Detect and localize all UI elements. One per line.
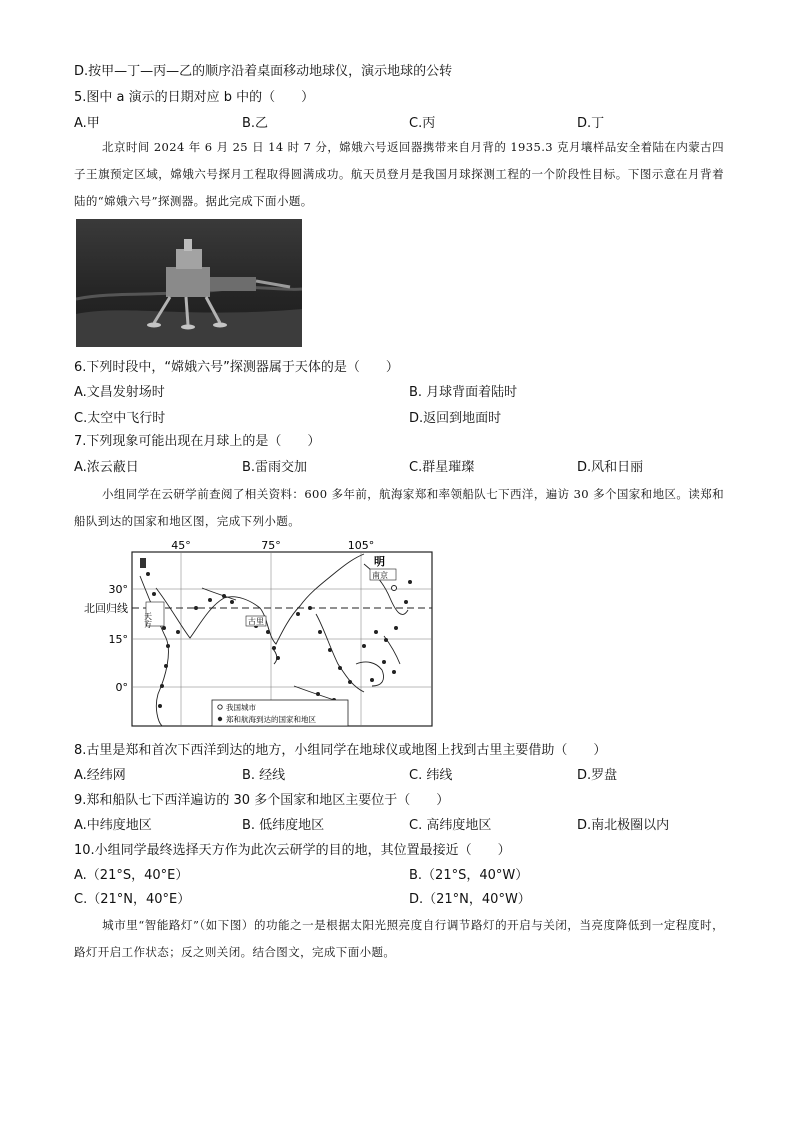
- q10-stem: 10.小组同学最终选择天方作为此次云研学的目的地，其位置最接近（ ）: [74, 843, 511, 858]
- lon-label-45: 45°: [171, 539, 191, 552]
- q8-option-a: A.经纬网: [74, 768, 126, 783]
- passage-smart-streetlight-text: 城市里“智能路灯”（如下图）的功能之一是根据太阳光照亮度自行调节路灯的开启与关闭，当亮度降低到一定程度时，路灯开启工作状态；反之则关闭。结合图文，完成下面小题。: [74, 918, 724, 959]
- passage-zheng-he-text: 小组同学在云研学前查阅了相关资料：600 多年前，航海家郑和率领船队七下西洋，遍访 30 多个国家和地区。读郑和船队到达的国家和地区图，完成下列小题。: [74, 487, 724, 528]
- q5-stem: 5.图中 a 演示的日期对应 b 中的（ ）: [74, 90, 315, 105]
- q10-option-d: D.（21°N，40°W）: [409, 892, 531, 907]
- q9-option-d: D.南北极圈以内: [577, 818, 670, 833]
- passage-chang-e: [74, 134, 724, 215]
- zheng-he-voyage-map: [84, 536, 444, 728]
- place-label-tianfang: 天方: [143, 612, 153, 628]
- q7-option-d: D.风和日丽: [577, 460, 644, 475]
- q6-stem: 6.下列时段中，“嫦娥六号”探测器属于天体的是（ ）: [74, 360, 399, 375]
- legend-chinese-city: 我国城市: [226, 703, 256, 712]
- q9-option-c: C. 高纬度地区: [409, 818, 492, 833]
- q8-option-c: C. 纬线: [409, 768, 453, 783]
- q8-option-b: B. 经线: [242, 768, 286, 783]
- q9-stem: 9.郑和船队七下西洋遍访的 30 多个国家和地区主要位于（ ）: [74, 793, 450, 808]
- passage-smart-streetlight: [74, 912, 724, 966]
- q9-option-b: B. 低纬度地区: [242, 818, 325, 833]
- lat-label-tropic-of-cancer: 北回归线: [84, 602, 128, 615]
- q8-stem: 8.古里是郑和首次下西洋到达的地方，小组同学在地球仪或地图上找到古里主要借助（ ）: [74, 743, 607, 758]
- place-label-guli: 古里: [248, 617, 264, 626]
- q10-option-b: B.（21°S，40°W）: [409, 868, 529, 883]
- q5-option-d: D.丁: [577, 116, 605, 131]
- q6-option-b: B. 月球背面着陆时: [409, 385, 518, 400]
- place-label-ming: 明: [374, 555, 385, 568]
- place-label-nanjing: 南京: [372, 571, 388, 580]
- lon-label-105: 105°: [347, 539, 375, 552]
- q10-option-c: C.（21°N，40°E）: [74, 892, 191, 907]
- q10-option-a: A.（21°S，40°E）: [74, 868, 189, 883]
- voyage-map-svg: [84, 536, 444, 728]
- chang-e-6-probe-photo: [76, 219, 302, 347]
- lat-label-30: 30°: [108, 583, 128, 596]
- q5-option-c: C.丙: [409, 116, 436, 131]
- passage-chang-e-text: 北京时间 2024 年 6 月 25 日 14 时 7 分，嫦娥六号返回器携带来自月背的 1935.3 克月壤样品安全着陆在内蒙古四子王旗预定区域，嫦娥六号探月工程取得圆满成功。航天员登月是我国月球探测工程的一个阶段性目标。下图示意在月背着陆的“嫦娥六号”探测器。据此完成下面小题。: [74, 140, 724, 208]
- q8-option-d: D.罗盘: [577, 768, 618, 783]
- passage-zheng-he: [74, 481, 724, 535]
- q6-option-c: C.太空中飞行时: [74, 411, 166, 426]
- q6-option-a: A.文昌发射场时: [74, 385, 165, 400]
- q9-option-a: A.中纬度地区: [74, 818, 152, 833]
- lat-label-15: 15°: [108, 633, 128, 646]
- q6-option-d: D.返回到地面时: [409, 411, 502, 426]
- q7-option-a: A.浓云蔽日: [74, 460, 139, 475]
- q7-option-b: B.雷雨交加: [242, 460, 308, 475]
- q4-option-d: D.按甲—丁—丙—乙的顺序沿着桌面移动地球仪，演示地球的公转: [74, 64, 453, 79]
- q5-option-b: B.乙: [242, 116, 269, 131]
- q5-option-a: A.甲: [74, 116, 100, 131]
- probe-illustration: [76, 219, 302, 347]
- lat-label-0: 0°: [115, 681, 128, 694]
- q7-option-c: C.群星璀璨: [409, 460, 475, 475]
- map-legend: [212, 700, 348, 726]
- q7-stem: 7.下列现象可能出现在月球上的是（ ）: [74, 434, 321, 449]
- lon-label-75: 75°: [261, 539, 281, 552]
- legend-voyage-destinations: 郑和航海到达的国家和地区: [226, 715, 316, 724]
